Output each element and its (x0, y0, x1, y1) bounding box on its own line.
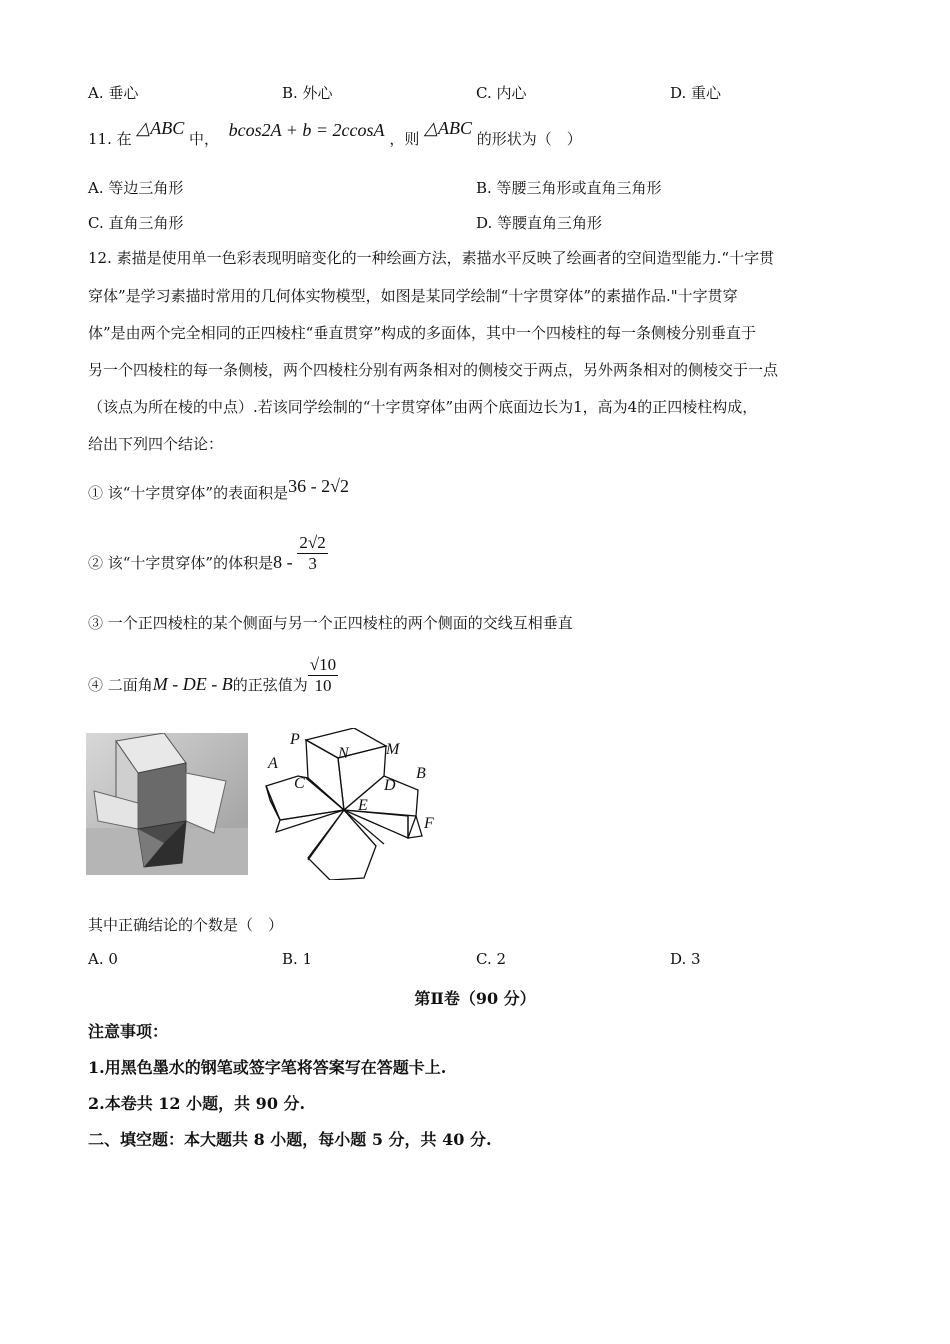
label-a: A (268, 755, 278, 772)
q11-option-d: D. 等腰直角三角形 (476, 214, 603, 232)
q12-line-4: 另一个四棱柱的每一条侧棱，两个四棱柱分别有两条相对的侧棱交于两点，另外两条相对的侧棱交于一点 (88, 361, 779, 379)
note-2: 2.本卷共 12 小题，共 90 分. (88, 1094, 306, 1113)
q11-option-c: C. 直角三角形 (88, 214, 184, 232)
label-b: B (416, 765, 426, 782)
q12-question-end: 其中正确结论的个数是（ ） (88, 916, 284, 934)
q12-line-3: 体”是由两个完全相同的正四棱柱“垂直贯穿”构成的多面体，其中一个四棱柱的每一条侧棱分别垂直于 (88, 324, 757, 342)
q12-line-6: 给出下列四个结论： (88, 435, 224, 453)
q10-option-a: A. 垂心 (88, 84, 139, 102)
q12-conclusion-1: ① 该“十字贯穿体”的表面积是36 - 2√2 (88, 476, 349, 502)
note-1: 1.用黑色墨水的钢笔或签字笔将答案写在答题卡上. (88, 1058, 447, 1077)
label-e: E (358, 797, 368, 814)
label-n: N (338, 745, 349, 762)
q11-option-a: A. 等边三角形 (88, 179, 184, 197)
q11-equation: bcos2A + b = 2ccosA (228, 120, 385, 140)
label-f: F (424, 815, 434, 832)
label-p: P (290, 731, 300, 748)
part-2-heading: 二、填空题：本大题共 8 小题，每小题 5 分，共 40 分. (88, 1130, 492, 1149)
q11-option-b: B. 等腰三角形或直角三角形 (476, 179, 662, 197)
sketch-image (86, 733, 248, 875)
q12-line-1: 12. 素描是使用单一色彩表现明暗变化的一种绘画方法，素描水平反映了绘画者的空间造型能力.“十字贯 (88, 249, 775, 267)
q10-option-b: B. 外心 (282, 84, 333, 102)
q11-stem: 11. 在 △ABC 中， bcos2A + b = 2ccosA ，则 △ABC 的形状为（ ） (88, 118, 582, 148)
cross-prism-diagram (258, 728, 440, 880)
q12-option-c: C. 2 (476, 950, 507, 968)
label-m: M (386, 741, 400, 758)
q12-conclusion-3: ③ 一个正四棱柱的某个侧面与另一个正四棱柱的两个侧面的交线互相垂直 (88, 614, 573, 632)
q10-option-c: C. 内心 (476, 84, 527, 102)
q12-option-a: A. 0 (88, 950, 118, 968)
section-title: 第Ⅱ卷（90 分） (414, 989, 536, 1008)
q12-option-d: D. 3 (670, 950, 701, 968)
q10-option-d: D. 重心 (670, 84, 722, 102)
q12-option-b: B. 1 (282, 950, 313, 968)
label-c: C (294, 775, 305, 792)
q12-line-5: （该点为所在棱的中点）.若该同学绘制的“十字贯穿体”由两个底面边长为1，高为4的正四棱柱构成， (88, 398, 758, 416)
q12-conclusion-4: ④ 二面角M - DE - B的正弦值为 $\frac{√10}{10}$ (88, 654, 337, 695)
q12-line-2: 穿体”是学习素描时常用的几何体实物模型，如图是某同学绘制“十字贯穿体”的素描作品."十字贯穿 (88, 287, 738, 305)
notes-heading: 注意事项： (88, 1022, 169, 1041)
q12-conclusion-2: ② 该“十字贯穿体”的体积是8 - $\frac{2√2}{3}$ (88, 532, 326, 573)
label-d: D (384, 777, 396, 794)
